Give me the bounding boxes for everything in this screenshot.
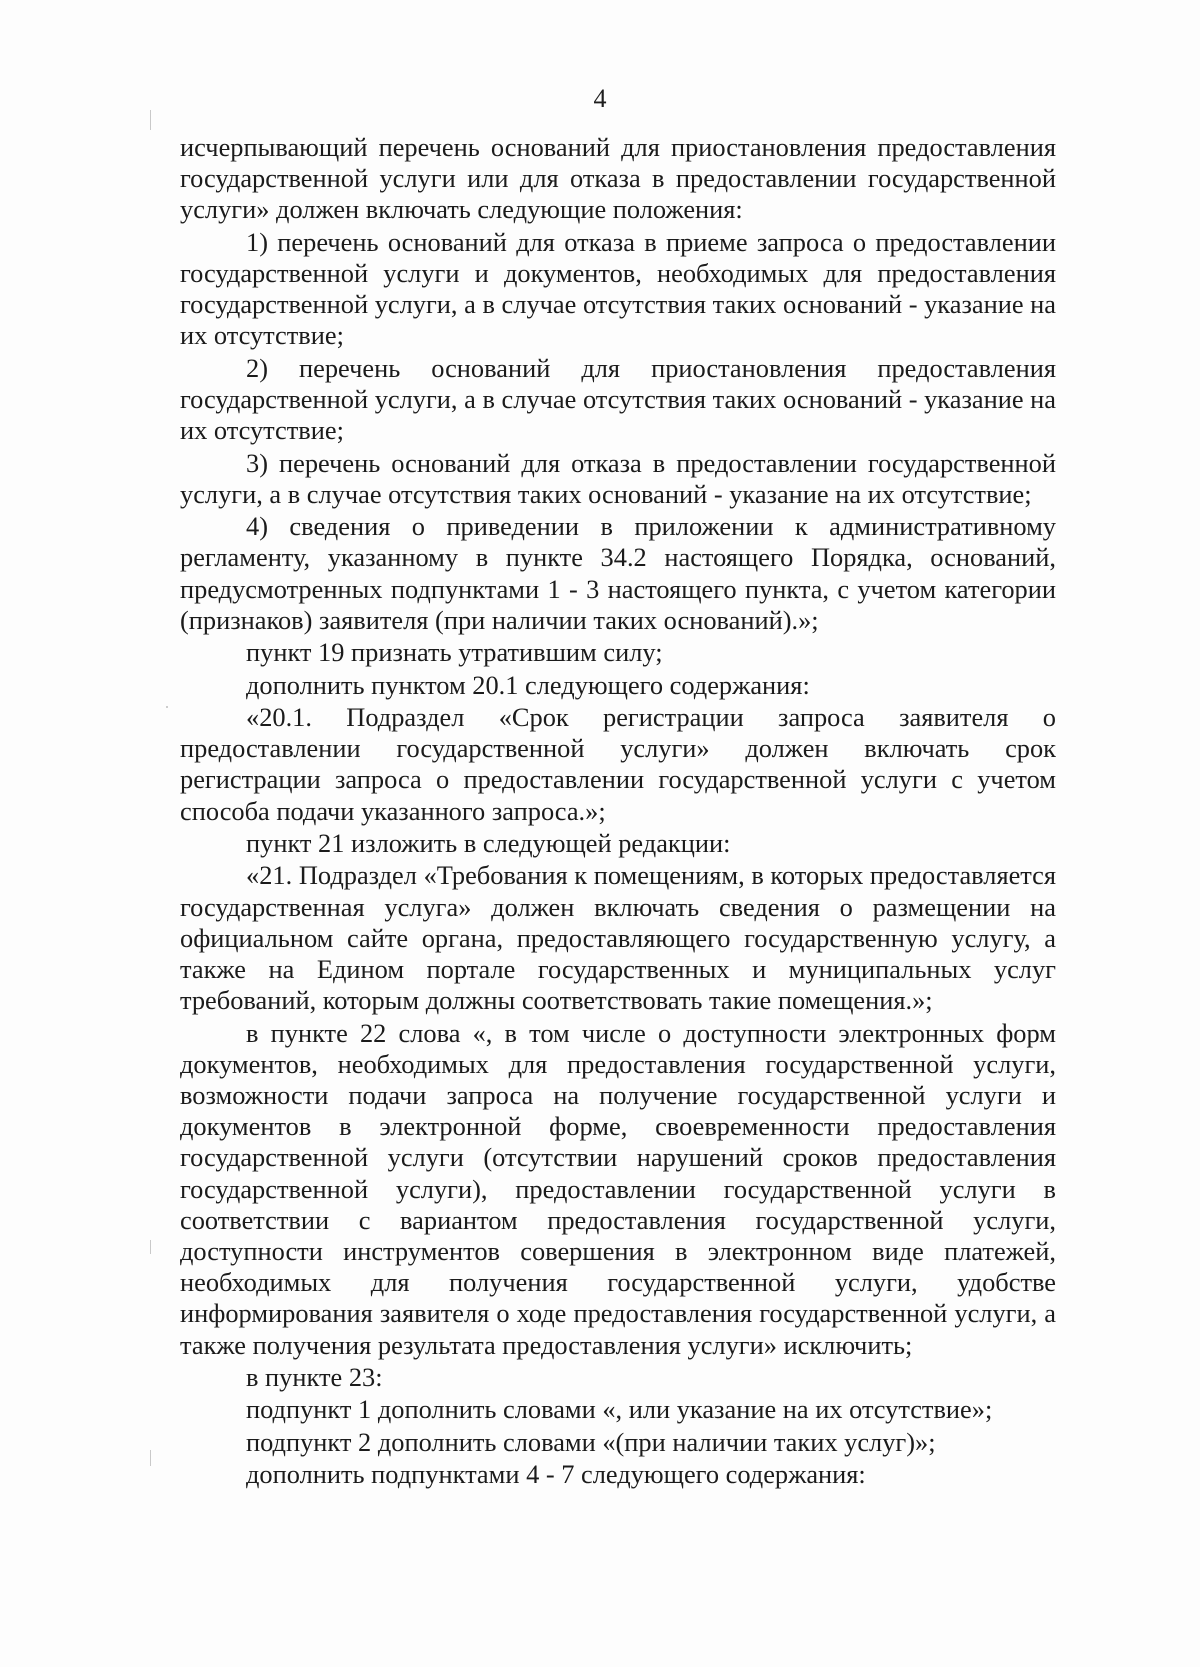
paragraph: 3) перечень оснований для отказа в предоставлении государственной услуги, а в случае отсутствия таких оснований - указание на их отсутствие; xyxy=(180,447,1056,509)
scan-artifact-dot xyxy=(166,706,168,708)
paragraph: «20.1. Подраздел «Срок регистрации запроса заявителя о предоставлении государственной услуги» должен включать срок регистрации запроса о предоставлении государственной услуги с учетом способа подачи указанного запроса.»; xyxy=(180,701,1056,826)
paragraph: пункт 19 признать утратившим силу; xyxy=(246,637,663,668)
paragraph: исчерпывающий перечень оснований для приостановления предоставления государственной услуги или для отказа в предоставлении государственной услуги» должен включать следующие положения: xyxy=(180,132,1056,225)
paragraph: 1) перечень оснований для отказа в приеме запроса о предоставлении государственной услуги и документов, необходимых для предоставления государственной услуги, а в случае отсутствия таких оснований - указание на их отсутствие; xyxy=(180,226,1056,351)
paragraph: «21. Подраздел «Требования к помещениям, в которых предоставляется государственная услуга» должен включать сведения о размещении на официальном сайте органа, предоставляющего государственную услугу, а также на Едином портале государственных и муниципальных услуг требований, которым должны соответствовать такие помещения.»; xyxy=(180,860,1056,1016)
paragraph: 2) перечень оснований для приостановления предоставления государственной услуги, а в случае отсутствия таких оснований - указание на их отсутствие; xyxy=(180,352,1056,446)
scan-artifact-line xyxy=(150,1450,151,1466)
paragraph: в пункте 23: xyxy=(246,1361,383,1392)
paragraph: в пункте 22 слова «, в том числе о доступности электронных форм документов, необходимых для предоставления государственной услуги, возможности подачи запроса на получение государственной услуги и документов в электронной форме, своевременности предоставления государственной услуги (отсутствии нарушений сроков предоставления государственной услуги), предоставлении государственной услуги в соответствии с вариантом предоставления государственной услуги, доступности инструментов совершения в электронном виде платежей, необходимых для получения государственной услуги, удобстве информирования заявителя о ходе предоставления государственной услуги, а также получения результата предоставления услуги» исключить; xyxy=(180,1017,1056,1360)
page-number: 4 xyxy=(593,84,607,113)
scan-artifact-line xyxy=(150,1240,151,1254)
paragraph: подпункт 1 дополнить словами «, или указание на их отсутствие»; xyxy=(246,1394,993,1425)
paragraph: дополнить подпунктами 4 - 7 следующего содержания: xyxy=(246,1459,866,1490)
paragraph: подпункт 2 дополнить словами «(при наличии таких услуг)»; xyxy=(246,1426,936,1457)
paragraph: дополнить пунктом 20.1 следующего содержания: xyxy=(246,669,810,700)
paragraph: 4) сведения о приведении в приложении к административному регламенту, указанному в пункте 34.2 настоящего Порядка, оснований, предусмотренных подпунктами 1 - 3 настоящего пункта, с учетом категории (признаков) заявителя (при наличии таких оснований).»; xyxy=(180,511,1056,635)
paragraph: пункт 21 изложить в следующей редакции: xyxy=(246,827,731,858)
document-body xyxy=(180,132,1056,1492)
